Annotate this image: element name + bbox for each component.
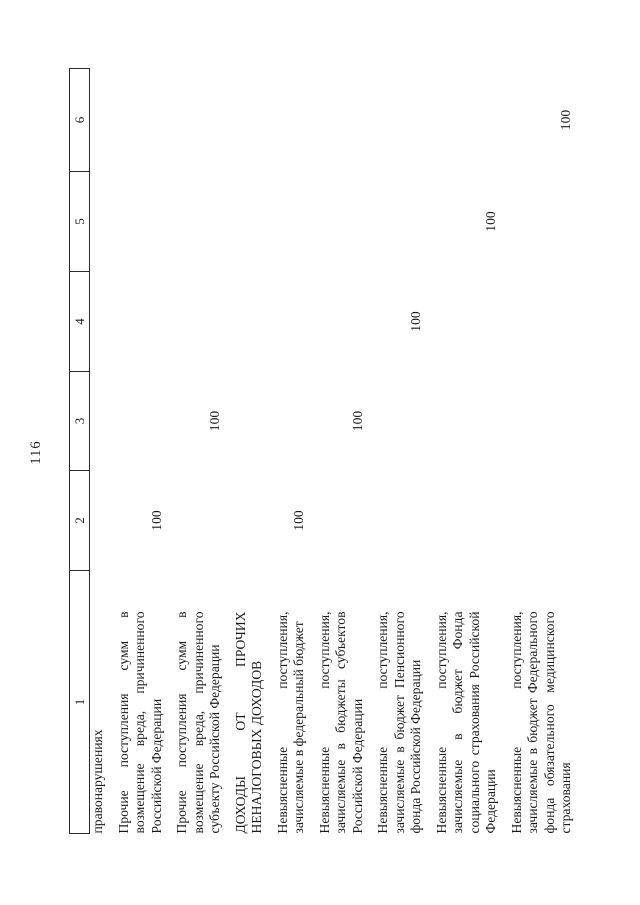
value-cell — [90, 471, 116, 571]
value-cell — [90, 69, 116, 172]
value-cell — [233, 372, 275, 471]
column-header: 5 — [70, 172, 90, 272]
table-header-row — [70, 69, 90, 834]
value-cell — [233, 172, 275, 272]
value-cell: 100 — [408, 311, 423, 332]
value-cell — [509, 471, 584, 571]
value-cell — [174, 471, 233, 571]
value-cell — [275, 172, 317, 272]
page-number: 116 — [28, 440, 44, 465]
row-label-cell: правонарушениях — [90, 729, 105, 834]
value-cell — [90, 372, 116, 471]
value-cell — [317, 69, 376, 172]
value-cell — [375, 69, 434, 172]
value-cell — [509, 172, 584, 272]
table-row — [375, 69, 434, 834]
value-cell — [275, 372, 317, 471]
value-cell — [434, 69, 509, 172]
value-cell — [233, 471, 275, 571]
row-label-cell: Прочие поступления сумм в возмещение вреда, причиненного Российской Федерации — [115, 611, 164, 834]
row-label-cell: ДОХОДЫ ОТ ПРОЧИХ НЕНАЛОГОВЫХ ДОХОДОВ — [232, 611, 264, 834]
value-cell: 100 — [291, 510, 306, 531]
row-label-cell: Невыясненные поступления, зачисляемые в бюджет Пенсионного фонда Российской Федерации — [375, 611, 423, 834]
value-cell — [116, 372, 175, 471]
value-cell — [174, 172, 233, 272]
value-cell — [233, 69, 275, 172]
budget-distribution-table — [69, 68, 584, 834]
value-cell — [434, 272, 509, 372]
table-row — [434, 69, 509, 834]
table-row — [174, 69, 233, 834]
value-cell — [174, 69, 233, 172]
value-cell — [116, 69, 175, 172]
value-cell — [174, 272, 233, 372]
row-label-cell: Прочие поступления сумм в возмещение вреда, причиненного субъекту Российской Федерации — [174, 611, 222, 834]
table-row — [509, 69, 584, 834]
table-row — [275, 69, 317, 834]
row-label-cell: Невыясненные поступления, зачисляемые в федеральный бюджет — [274, 611, 306, 834]
table-row — [116, 69, 175, 834]
value-cell — [317, 172, 376, 272]
value-cell: 100 — [349, 410, 365, 432]
value-cell — [116, 172, 175, 272]
value-cell — [233, 272, 275, 372]
value-cell — [90, 272, 116, 372]
value-cell — [375, 471, 434, 571]
value-cell: 100 — [148, 510, 164, 531]
column-header: 4 — [70, 272, 90, 372]
value-cell — [116, 272, 175, 372]
value-cell — [509, 372, 584, 471]
value-cell — [90, 172, 116, 272]
row-label-cell: Невыясненные поступления, зачисляемые в бюджет Федерального фонда обязательного медицинского страхования — [508, 611, 573, 834]
column-header: 2 — [70, 471, 90, 571]
column-header: 6 — [70, 69, 90, 172]
value-cell — [275, 272, 317, 372]
column-header: 3 — [70, 372, 90, 471]
value-cell: 100 — [558, 109, 573, 131]
value-cell — [317, 471, 376, 571]
table-row — [90, 69, 116, 834]
value-cell — [275, 69, 317, 172]
value-cell: 100 — [207, 410, 222, 432]
column-header: 1 — [70, 571, 90, 834]
value-cell — [375, 372, 434, 471]
value-cell — [509, 272, 584, 372]
row-label-cell: Невыясненные поступления, зачисляемые в бюджет Фонда социального страхования Российской Федерации — [433, 611, 498, 834]
table-row — [317, 69, 376, 834]
value-cell — [375, 172, 434, 272]
value-cell: 100 — [483, 211, 498, 232]
value-cell — [317, 272, 376, 372]
value-cell — [434, 471, 509, 571]
table-row — [233, 69, 275, 834]
value-cell — [434, 372, 509, 471]
row-label-cell: Невыясненные поступления, зачисляемые в бюджеты субъектов Российской Федерации — [316, 611, 365, 834]
